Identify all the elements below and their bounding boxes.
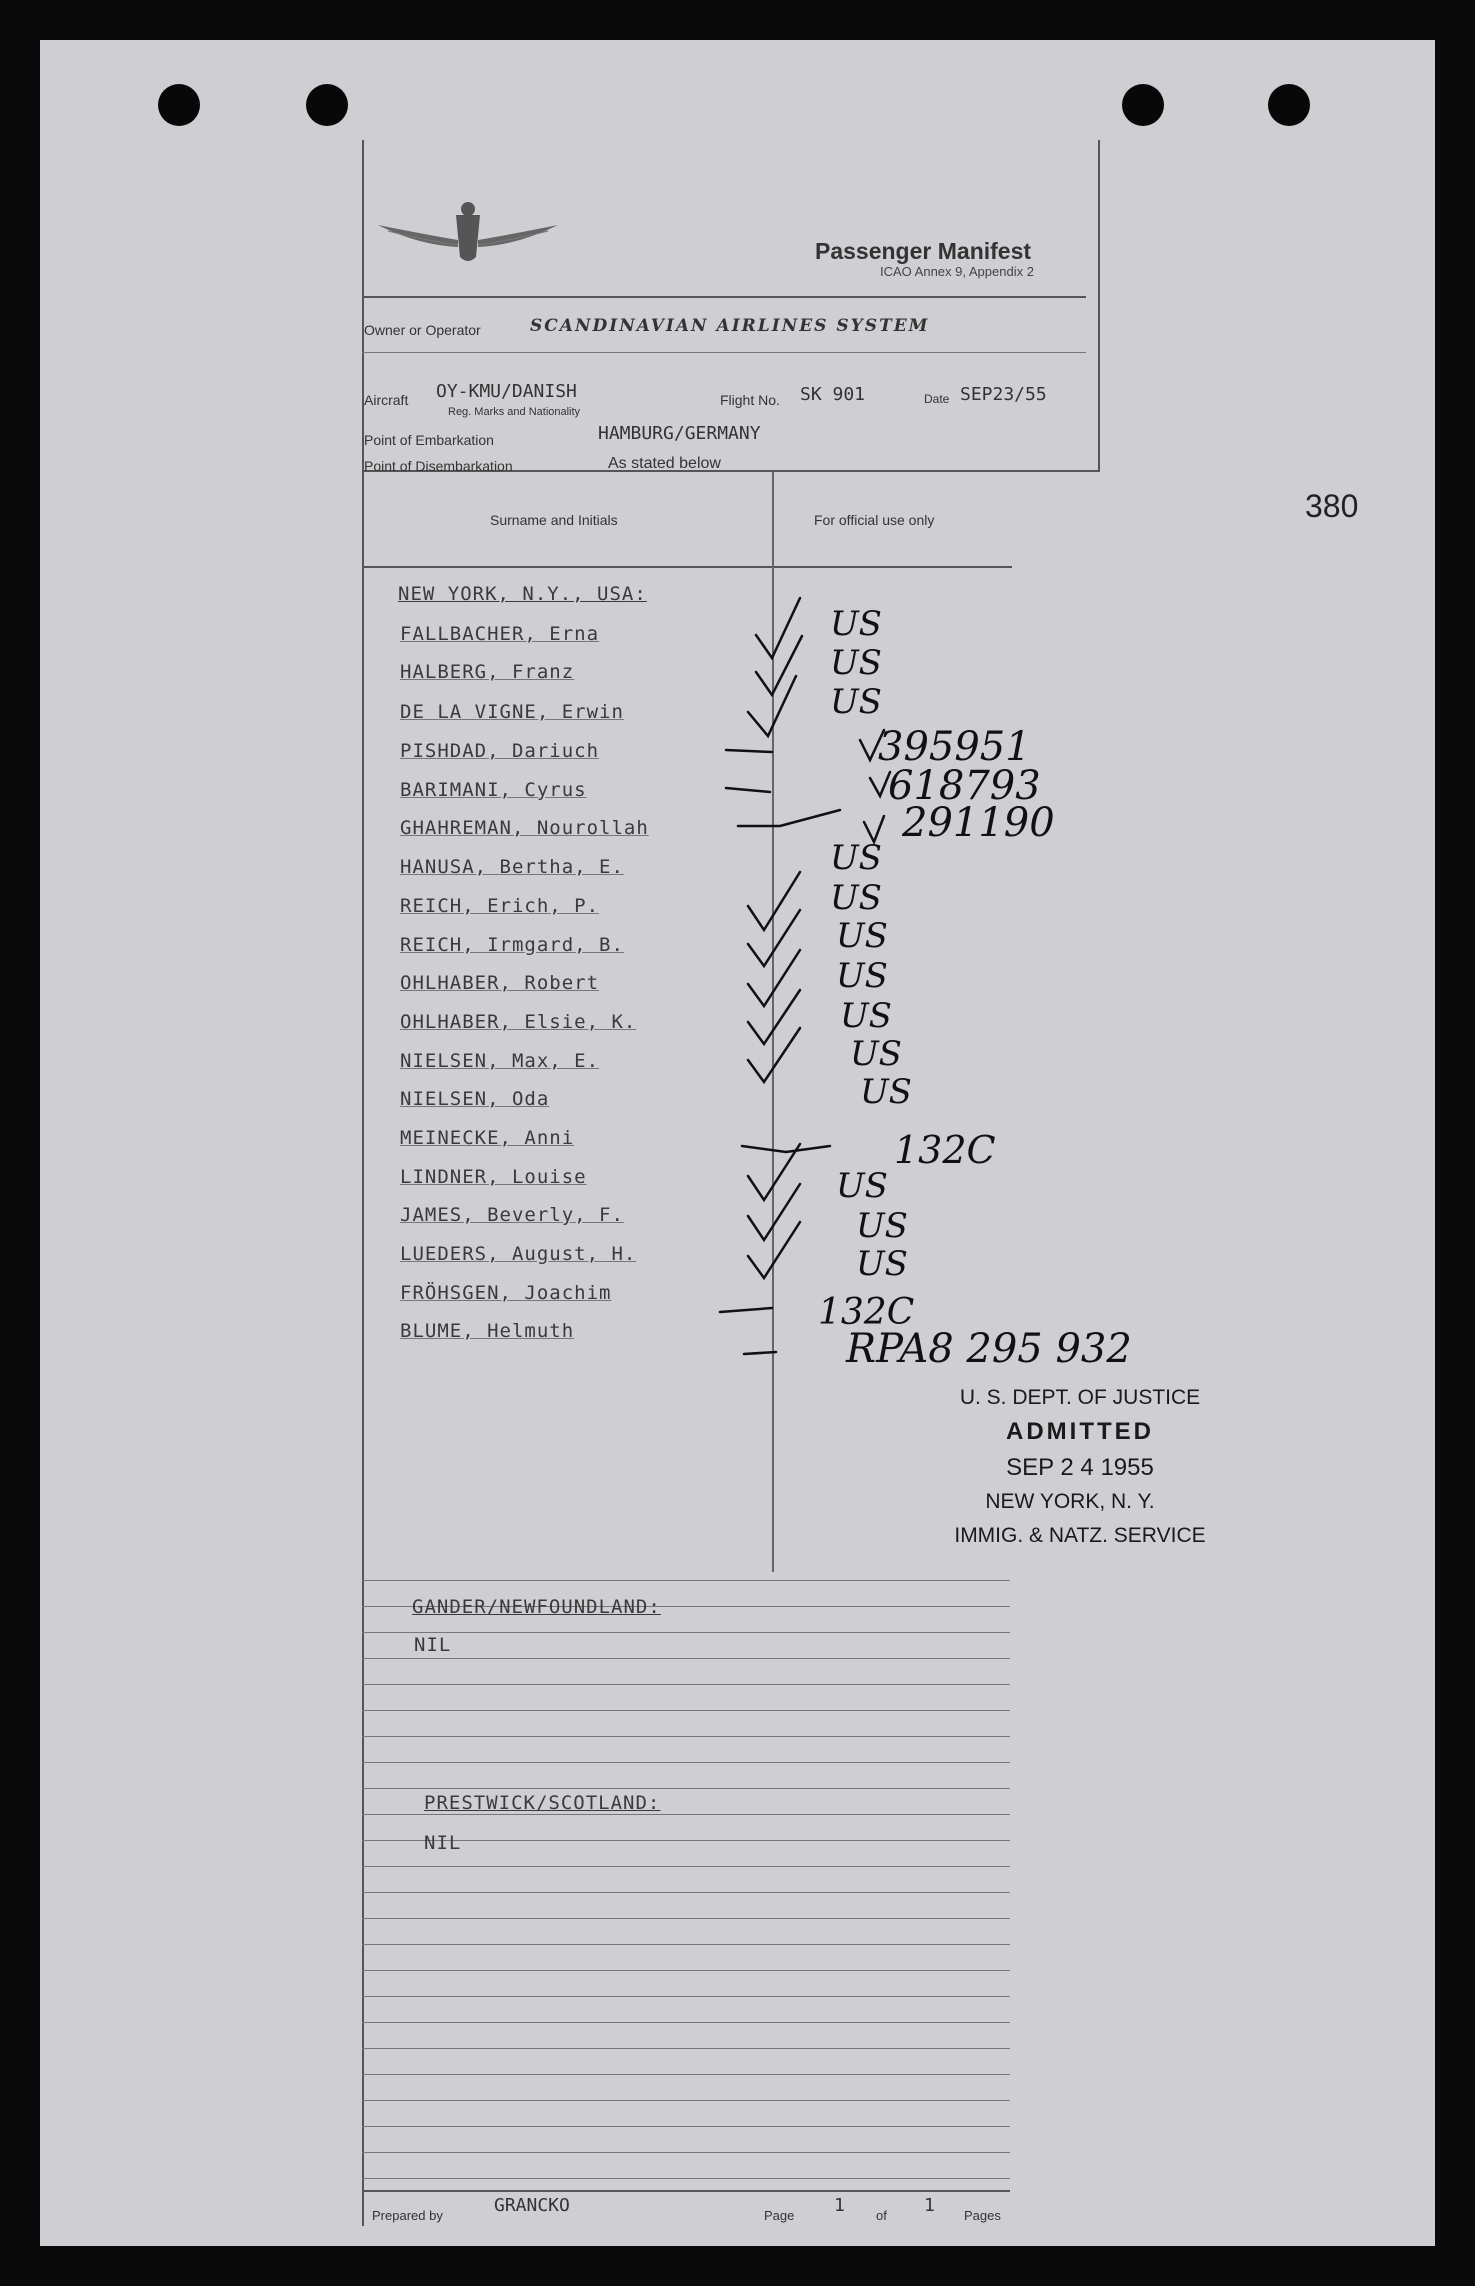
date-label: Date	[924, 392, 950, 406]
handwritten-us: US	[836, 1166, 888, 1206]
stamp-line: NEW YORK, N. Y.	[985, 1490, 1155, 1513]
passenger-row: LUEDERS, August, H.	[400, 1243, 637, 1265]
date-value: SEP23/55	[960, 384, 1047, 405]
handwritten-us: US	[850, 1034, 902, 1074]
handwritten-us: US	[840, 996, 892, 1036]
passenger-row: PISHDAD, Dariuch	[400, 740, 600, 762]
handwritten-us: US	[830, 643, 882, 683]
stop-place: GANDER/NEWFOUNDLAND:	[412, 1596, 661, 1618]
stamp-admitted: ADMITTED	[1006, 1418, 1154, 1445]
passenger-row: JAMES, Beverly, F.	[400, 1204, 624, 1226]
passenger-row: GHAHREMAN, Nourollah	[400, 817, 649, 839]
passenger-row: BARIMANI, Cyrus	[400, 779, 587, 801]
passenger-row: BLUME, Helmuth	[400, 1320, 575, 1342]
passenger-row: MEINECKE, Anni	[400, 1127, 575, 1149]
handwritten-number: 618793	[888, 763, 1041, 809]
embarkation-label: Point of Embarkation	[364, 432, 494, 448]
handwritten-us: US	[830, 682, 882, 722]
disembarkation-value: As stated below	[608, 455, 721, 472]
handwritten-us: US	[856, 1206, 908, 1246]
prepared-label: Prepared by	[372, 2208, 443, 2223]
stamp-line: IMMIG. & NATZ. SERVICE	[954, 1524, 1206, 1547]
manifest-title: Passenger Manifest	[815, 238, 1032, 264]
stop-value: NIL	[414, 1634, 452, 1656]
passenger-row: NIELSEN, Oda	[400, 1088, 550, 1110]
owner-label: Owner or Operator	[364, 322, 481, 338]
stop-value: NIL	[424, 1832, 462, 1854]
destination-heading: NEW YORK, N.Y., USA:	[398, 583, 647, 605]
page-number: 380	[1305, 488, 1359, 524]
handwritten-number: RPA8 295 932	[846, 1326, 1132, 1372]
handwritten-number: 395951	[878, 724, 1031, 770]
passenger-row: HALBERG, Franz	[400, 661, 575, 683]
manifest-subtitle: ICAO Annex 9, Appendix 2	[880, 264, 1034, 279]
passenger-row: OHLHABER, Robert	[400, 972, 600, 994]
handwritten-number: 132C	[894, 1128, 996, 1172]
handwritten-us: US	[836, 916, 888, 956]
pages-label: Pages	[964, 2208, 1001, 2223]
page-value: 1	[834, 2195, 845, 2216]
handwritten-us: US	[860, 1072, 912, 1112]
handwritten-us: US	[836, 956, 888, 996]
handwritten-us: US	[830, 838, 882, 878]
passenger-row: OHLHABER, Elsie, K.	[400, 1011, 637, 1033]
handwritten-number: 132C	[818, 1292, 915, 1333]
passenger-row: REICH, Erich, P.	[400, 895, 600, 917]
passenger-row: HANUSA, Bertha, E.	[400, 856, 624, 878]
flight-value: SK 901	[800, 384, 866, 405]
handwritten-number: 291190	[902, 800, 1055, 846]
aircraft-sublabel: Reg. Marks and Nationality	[448, 406, 581, 418]
owner-value: SCANDINAVIAN AIRLINES SYSTEM	[530, 316, 930, 336]
stop-place: PRESTWICK/SCOTLAND:	[424, 1792, 661, 1814]
passenger-row: REICH, Irmgard, B.	[400, 934, 624, 956]
stamp-date: SEP 2 4 1955	[1006, 1454, 1154, 1481]
aircraft-value: OY-KMU/DANISH	[436, 381, 577, 402]
disembarkation-label: Point of Disembarkation	[364, 458, 513, 474]
of-label: of	[876, 2208, 887, 2223]
column-header-official: For official use only	[814, 512, 935, 528]
stamp-line: U. S. DEPT. OF JUSTICE	[959, 1386, 1201, 1409]
passenger-row: NIELSEN, Max, E.	[400, 1050, 600, 1072]
handwritten-us: US	[830, 604, 882, 644]
handwritten-us: US	[856, 1244, 908, 1284]
handwritten-us: US	[830, 878, 882, 918]
embarkation-value: HAMBURG/GERMANY	[598, 423, 761, 444]
flight-label: Flight No.	[720, 392, 780, 408]
passenger-row: LINDNER, Louise	[400, 1166, 587, 1188]
of-value: 1	[924, 2195, 935, 2216]
prepared-value: GRANCKO	[494, 2195, 570, 2216]
column-header-name: Surname and Initials	[490, 512, 618, 528]
aircraft-label: Aircraft	[364, 392, 409, 408]
passenger-row: FRÖHSGEN, Joachim	[400, 1282, 612, 1304]
page-label: Page	[764, 2208, 795, 2223]
passenger-row: DE LA VIGNE, Erwin	[400, 701, 624, 723]
passenger-row: FALLBACHER, Erna	[400, 623, 600, 645]
